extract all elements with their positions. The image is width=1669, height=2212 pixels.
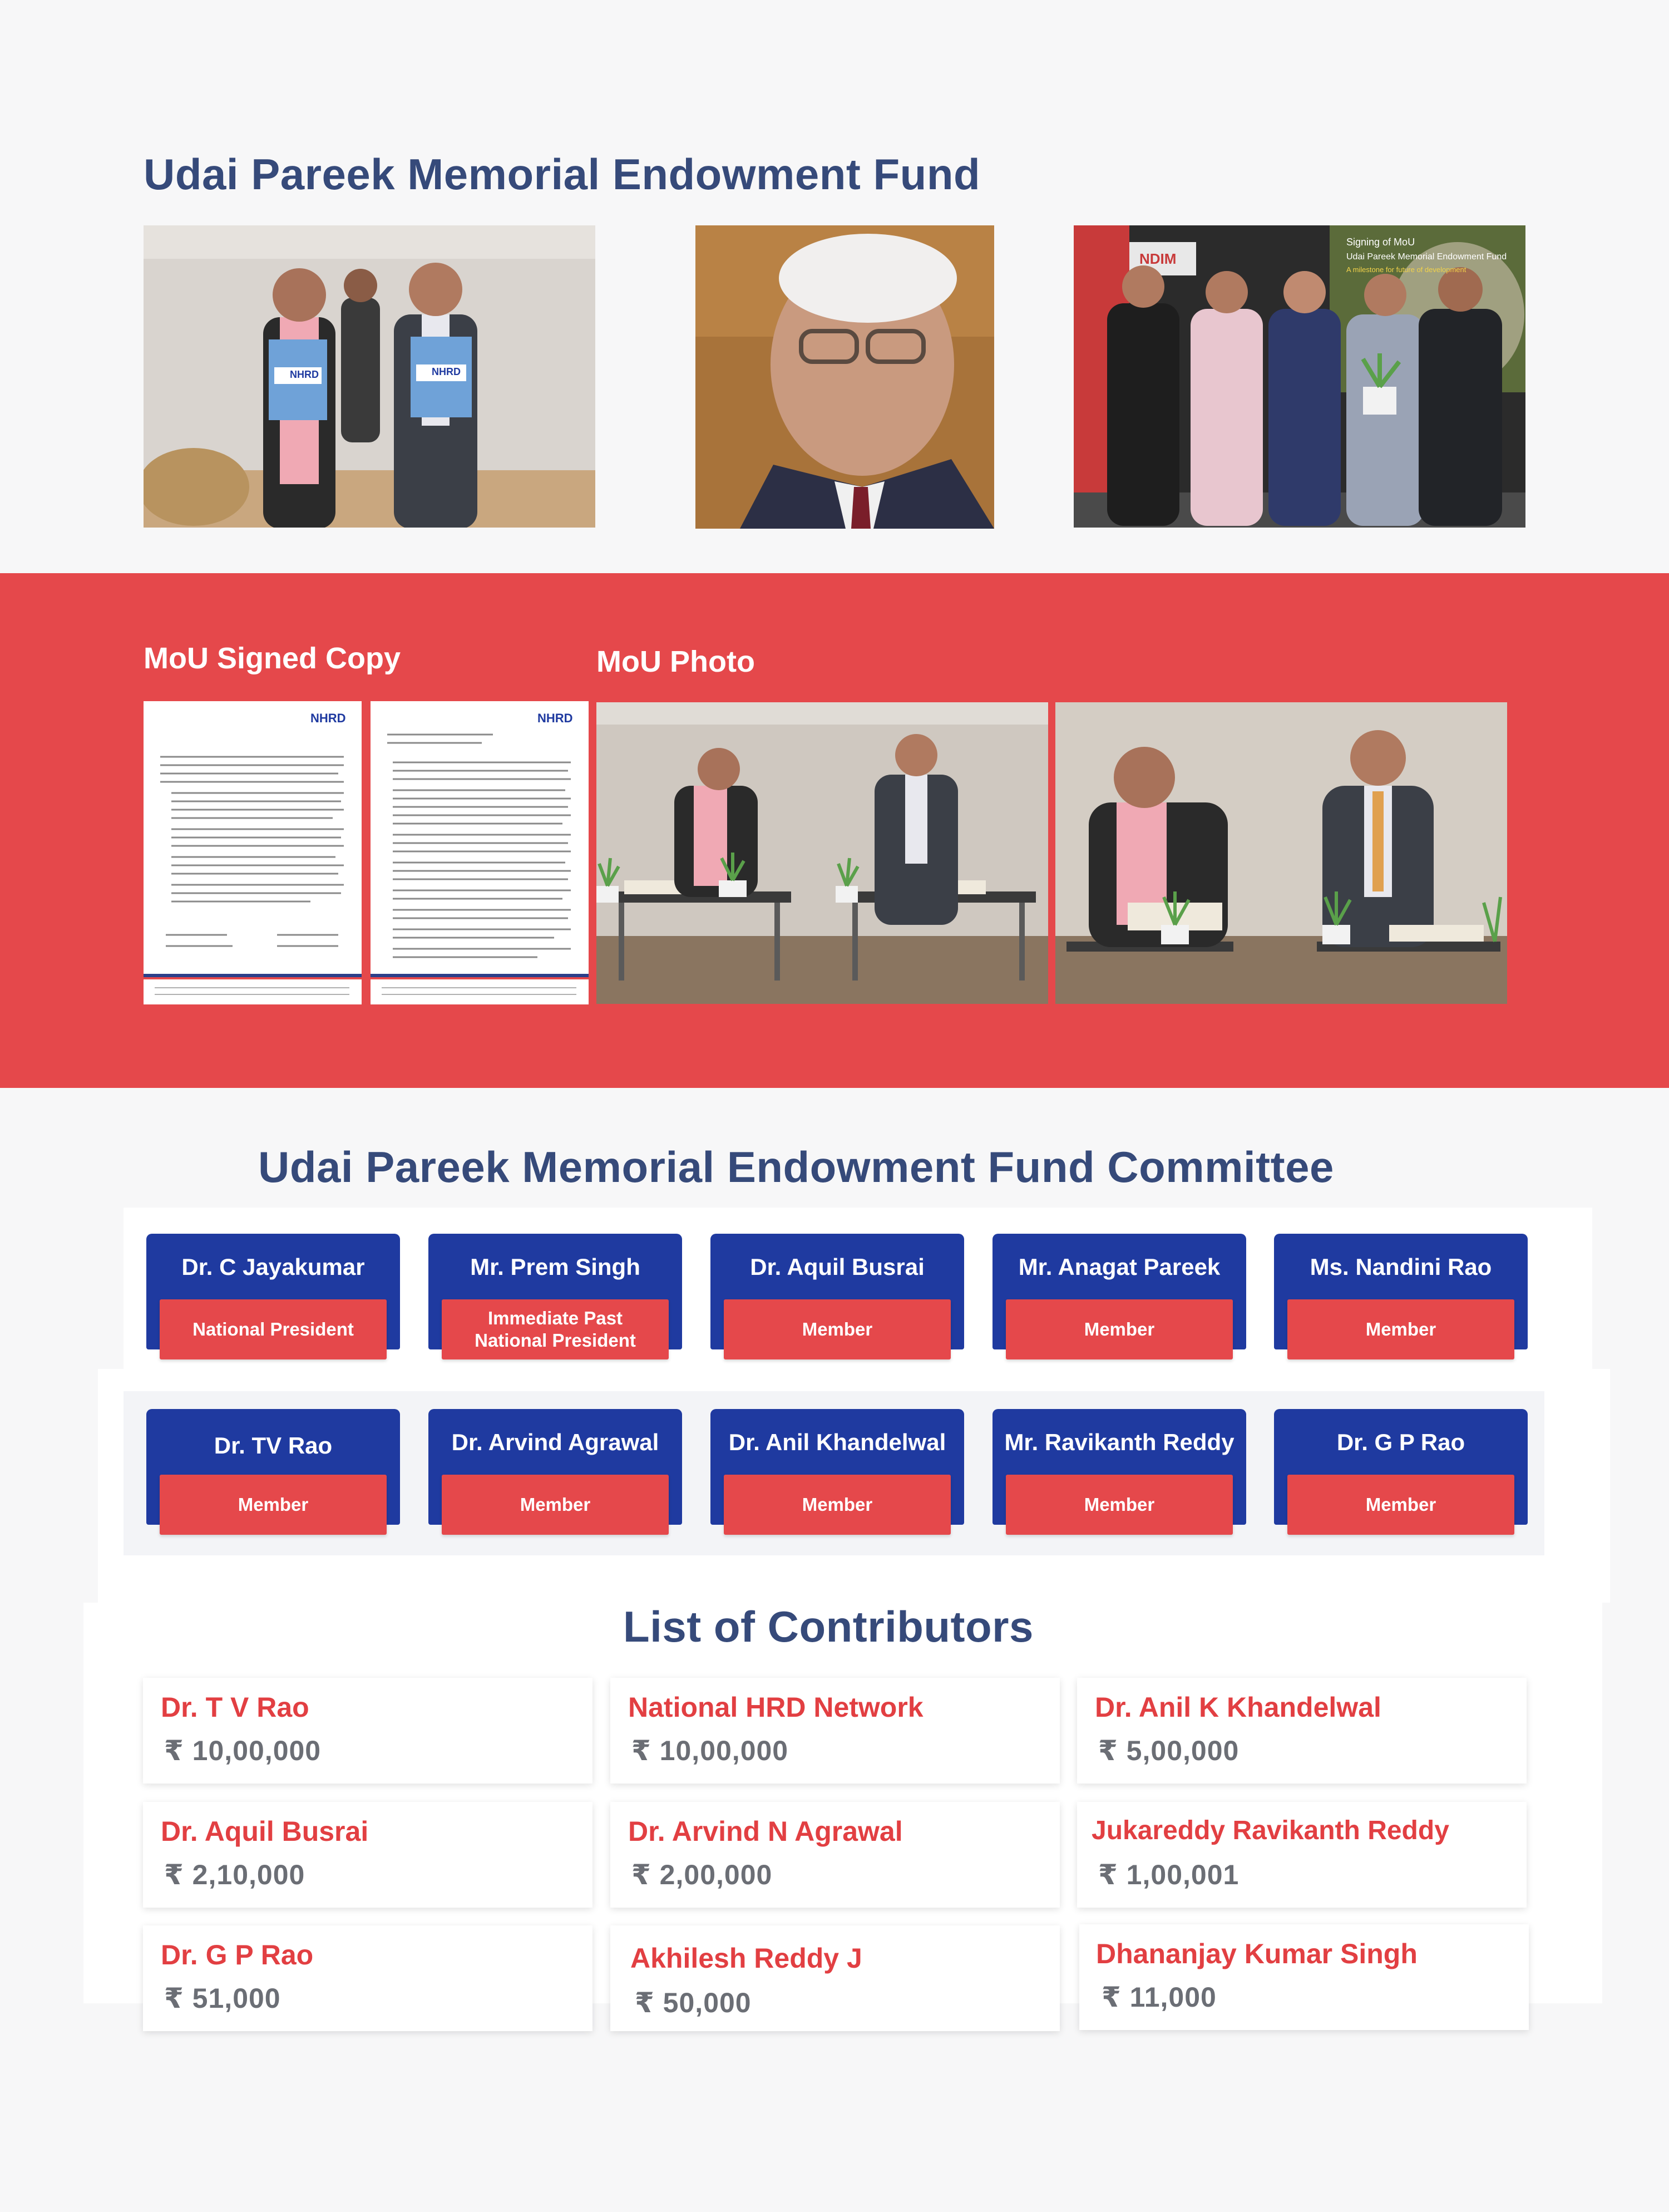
contributor-amount: ₹ 2,10,000 — [164, 1859, 305, 1890]
doc-logo-right: NHRD — [432, 366, 461, 377]
contributor-card — [143, 1925, 592, 2031]
committee-member-name: Mr. Ravikanth Reddy — [1004, 1429, 1235, 1455]
committee-member-name: Dr. C Jayakumar — [181, 1254, 365, 1280]
banner-tagline: A milestone for future of development — [1346, 265, 1466, 274]
committee-member-role: Member — [1006, 1299, 1233, 1359]
committee-member-name: Dr. TV Rao — [214, 1432, 333, 1459]
committee-card — [992, 1234, 1246, 1349]
contributor-amount: ₹ 5,00,000 — [1098, 1735, 1240, 1766]
doc-logo-left: NHRD — [290, 369, 319, 380]
mou-photo-1 — [596, 702, 1048, 1004]
mou-signed-copy-title: MoU Signed Copy — [144, 642, 401, 675]
committee-card — [146, 1409, 400, 1525]
contributor-name: Jukareddy Ravikanth Reddy — [1092, 1816, 1449, 1845]
contributor-amount: ₹ 51,000 — [164, 1983, 281, 2014]
mou-document-page-1 — [144, 701, 362, 1004]
contributor-amount: ₹ 10,00,000 — [164, 1735, 322, 1766]
mou-photo-2 — [1055, 702, 1507, 1004]
banner-heading: Signing of MoU — [1346, 237, 1415, 248]
contributor-amount: ₹ 10,00,000 — [631, 1735, 789, 1766]
contributor-name: Dr. G P Rao — [161, 1939, 314, 1970]
contributor-card — [1077, 1802, 1527, 1908]
committee-card — [1274, 1409, 1528, 1525]
contributor-card — [610, 1802, 1060, 1908]
committee-member-name: Dr. G P Rao — [1336, 1429, 1465, 1455]
contributor-name: Dr. T V Rao — [161, 1692, 309, 1723]
page-title: Udai Pareek Memorial Endowment Fund — [144, 150, 981, 199]
committee-member-role: Member — [1006, 1475, 1233, 1535]
committee-member-role: National President — [160, 1299, 387, 1359]
photo-presentation — [144, 225, 595, 528]
photo-ceremony — [1074, 225, 1525, 528]
contributor-card — [610, 1925, 1060, 2031]
committee-member-name: Ms. Nandini Rao — [1310, 1254, 1492, 1280]
contributor-card — [143, 1678, 592, 1784]
committee-card — [710, 1234, 964, 1349]
committee-member-role: Member — [1287, 1299, 1514, 1359]
committee-member-role: Member — [724, 1299, 951, 1359]
contributor-name: Dr. Arvind N Agrawal — [628, 1816, 903, 1847]
committee-card — [428, 1409, 682, 1525]
contributor-name: Dhananjay Kumar Singh — [1096, 1938, 1418, 1969]
contributor-amount: ₹ 2,00,000 — [631, 1859, 773, 1890]
event-sign: NDIM — [1139, 250, 1177, 267]
committee-card — [710, 1409, 964, 1525]
contributor-card — [1079, 1924, 1529, 2030]
contributor-name: Akhilesh Reddy J — [630, 1943, 862, 1974]
contributor-name: National HRD Network — [628, 1692, 924, 1723]
committee-member-role: Member — [724, 1475, 951, 1535]
contributors-title: List of Contributors — [623, 1602, 1034, 1651]
committee-title: Udai Pareek Memorial Endowment Fund Committee — [258, 1142, 1334, 1191]
banner-subheading: Udai Pareek Memorial Endowment Fund — [1346, 252, 1507, 262]
contributor-amount: ₹ 50,000 — [635, 1987, 752, 2018]
committee-member-name: Mr. Prem Singh — [470, 1254, 640, 1280]
committee-card — [1274, 1234, 1528, 1349]
committee-member-role: Member — [160, 1475, 387, 1535]
contributor-card — [1077, 1678, 1527, 1784]
mou-page-2-logo: NHRD — [537, 711, 573, 725]
contributor-name: Dr. Anil K Khandelwal — [1095, 1692, 1381, 1723]
mou-page-1-logo: NHRD — [310, 711, 346, 725]
committee-member-name: Dr. Anil Khandelwal — [728, 1429, 946, 1455]
photo-portrait — [695, 225, 994, 529]
committee-member-role: Member — [442, 1475, 669, 1535]
mou-photo-title: MoU Photo — [596, 645, 755, 678]
contributor-card — [143, 1802, 592, 1908]
contributor-amount: ₹ 11,000 — [1102, 1982, 1217, 2013]
committee-card — [992, 1409, 1246, 1525]
committee-card — [428, 1234, 682, 1349]
contributor-name: Dr. Aquil Busrai — [161, 1816, 369, 1847]
committee-card — [146, 1234, 400, 1349]
committee-member-name: Dr. Aquil Busrai — [750, 1254, 925, 1280]
committee-member-role: Immediate Past National President — [442, 1299, 669, 1359]
committee-member-role: Member — [1287, 1475, 1514, 1535]
committee-member-name: Mr. Anagat Pareek — [1018, 1254, 1221, 1280]
mou-document-page-2 — [371, 701, 589, 1004]
committee-member-name: Dr. Arvind Agrawal — [451, 1429, 659, 1455]
contributor-amount: ₹ 1,00,001 — [1098, 1859, 1240, 1890]
contributor-card — [610, 1678, 1060, 1784]
